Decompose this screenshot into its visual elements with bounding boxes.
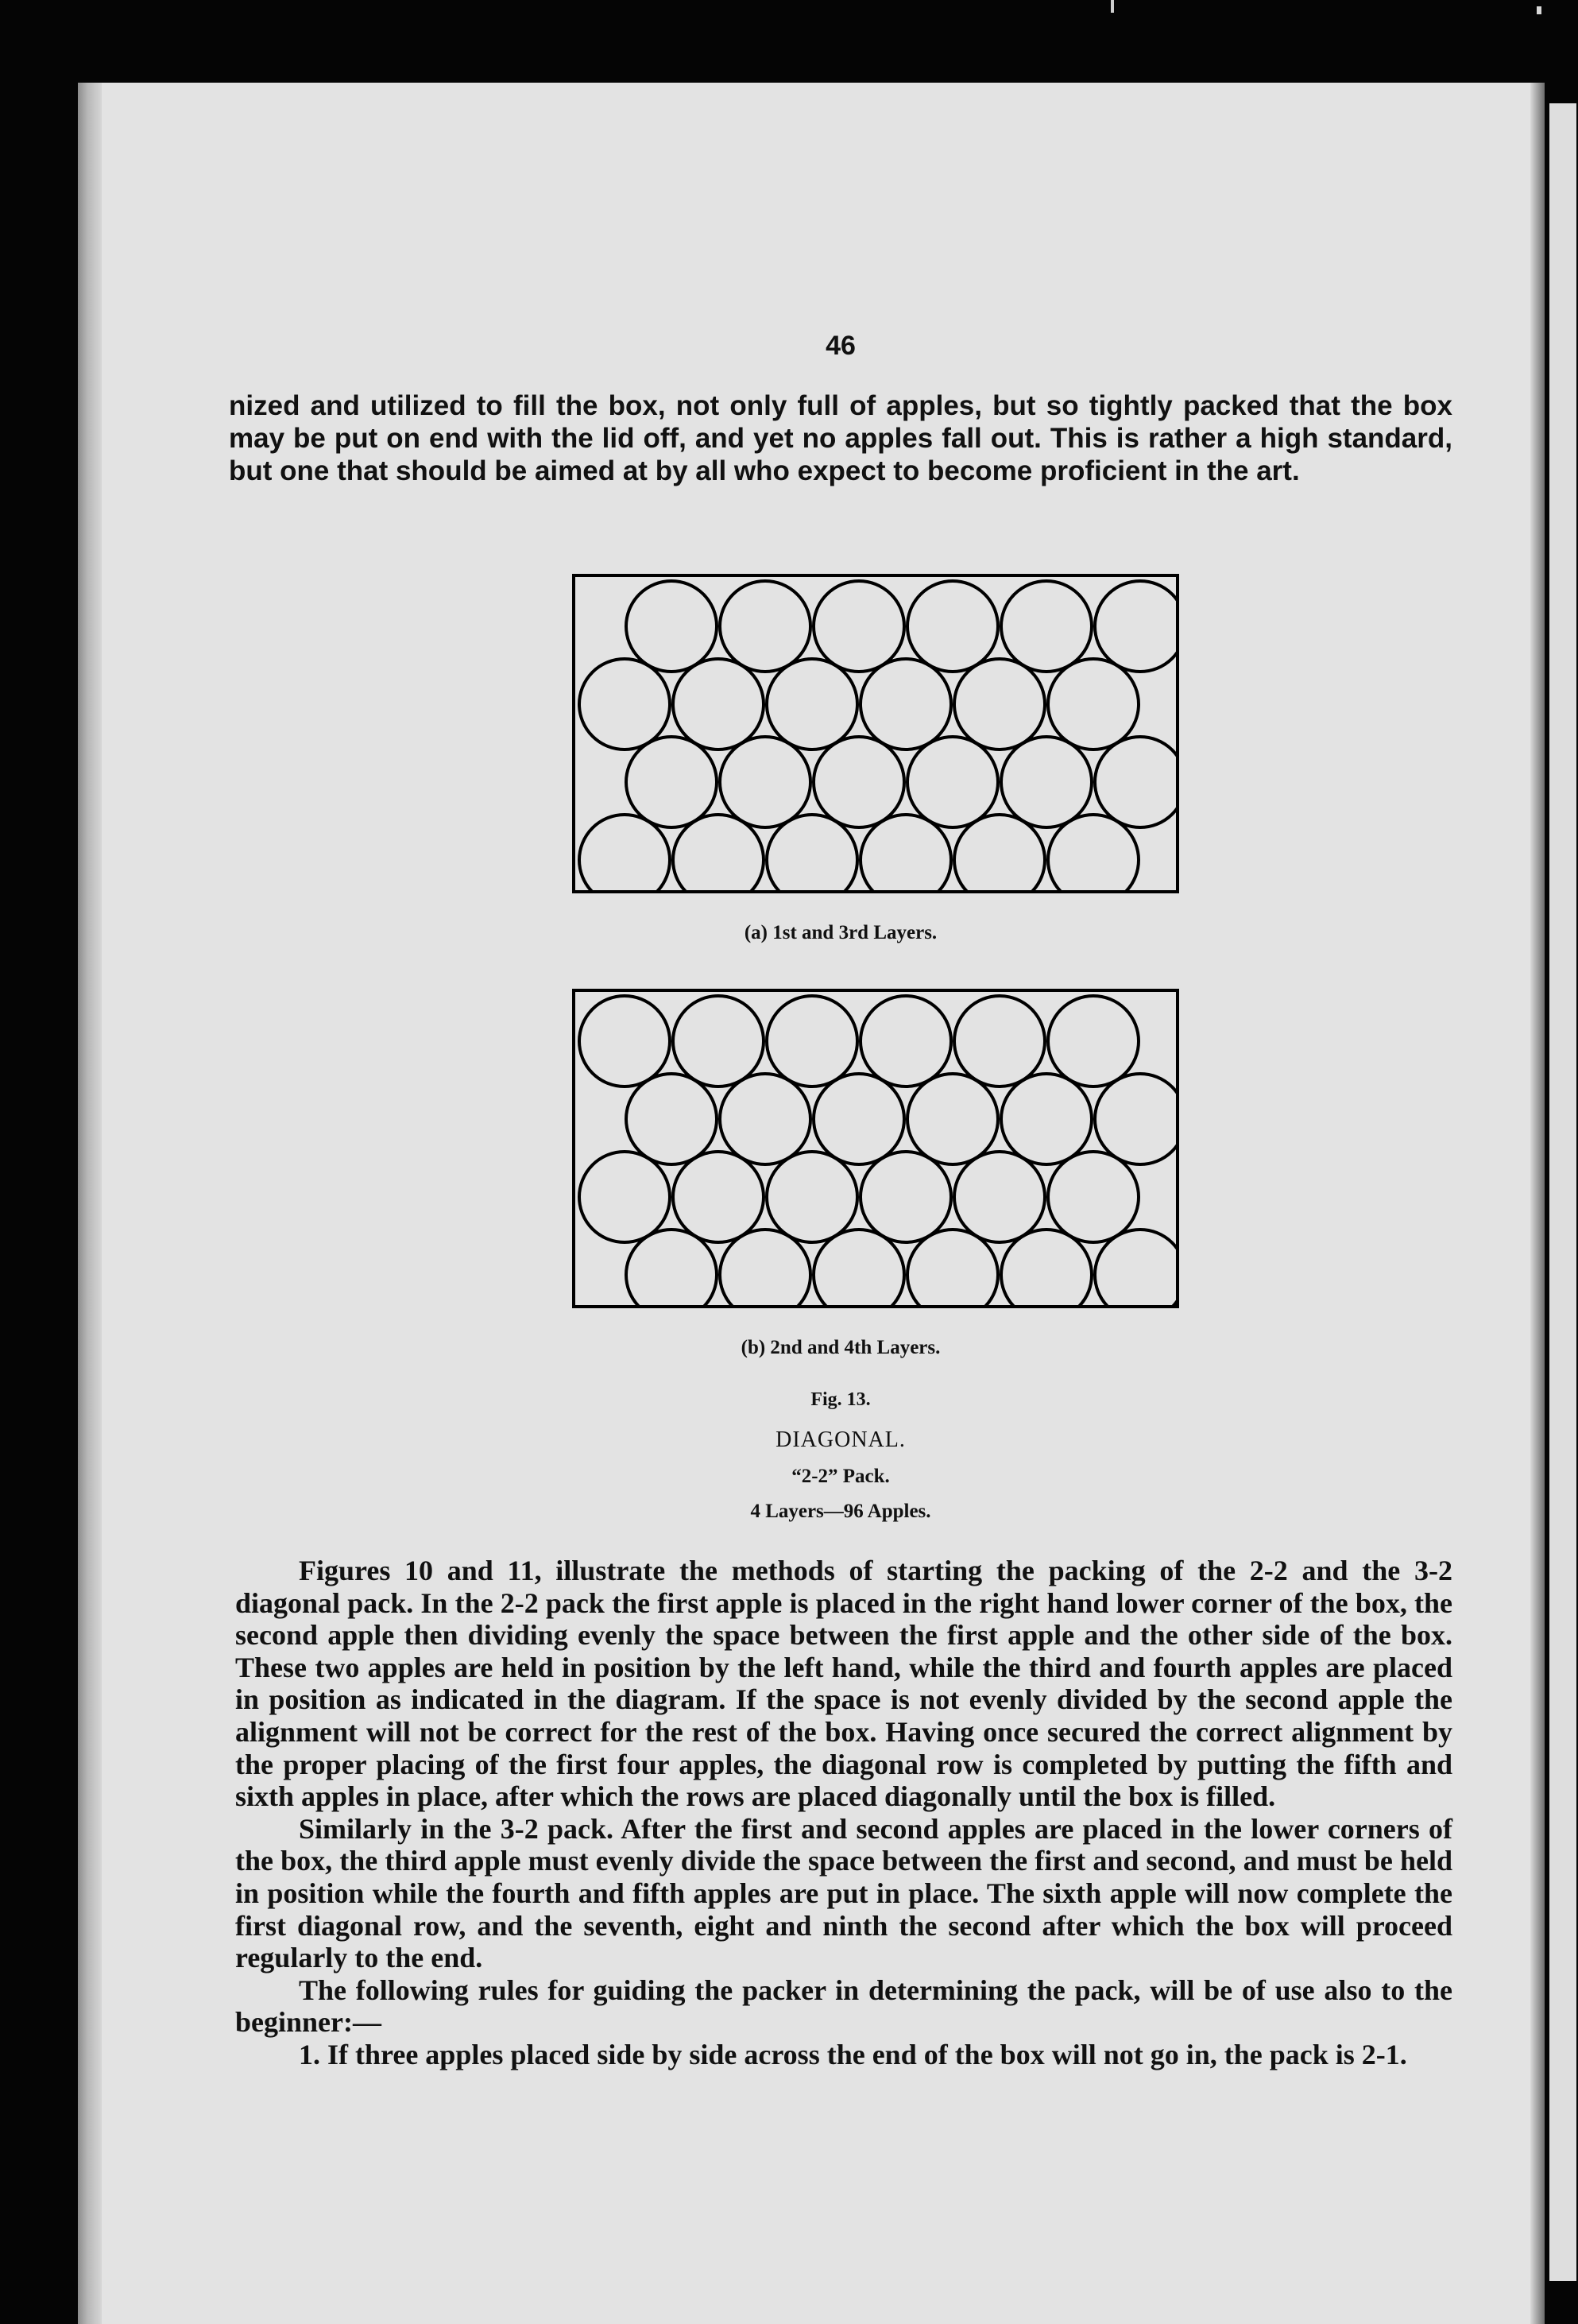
apple-circle	[1048, 996, 1139, 1086]
apple-circle	[814, 581, 904, 672]
apple-circle	[1095, 581, 1176, 672]
apple-circle	[673, 815, 764, 890]
apple-layout-a	[575, 577, 1176, 890]
book-page	[78, 83, 1545, 2324]
apple-circle	[814, 737, 904, 827]
apple-circle	[579, 996, 670, 1086]
apple-circle	[626, 1074, 717, 1164]
apple-circle	[1048, 815, 1139, 890]
apple-circle	[907, 1074, 998, 1164]
apple-circle	[626, 737, 717, 827]
adjacent-page-edge	[1549, 103, 1576, 2281]
scan-mark	[1111, 0, 1114, 13]
apple-circle	[767, 1152, 857, 1242]
paragraph: The following rules for guiding the packer in determining the pack, will be of use also to the beginner:—	[235, 1973, 1452, 2039]
figure-pack-type: “2-2” Pack.	[791, 1466, 890, 1487]
apple-circle	[907, 1230, 998, 1305]
apple-circle	[861, 815, 951, 890]
apple-circle	[673, 1152, 764, 1242]
apple-circle	[907, 737, 998, 827]
apple-circle	[814, 1074, 904, 1164]
page-number: 46	[826, 331, 856, 361]
body-text	[235, 1555, 1452, 2071]
apple-circle	[720, 581, 810, 672]
apple-circle	[767, 996, 857, 1086]
apple-circle	[954, 815, 1045, 890]
figure-label: Fig. 13.	[810, 1389, 871, 1410]
apple-circle	[720, 737, 810, 827]
apple-circle	[767, 659, 857, 749]
paragraph: Similarly in the 3-2 pack. After the first and second apples are placed in the lower corners of the box, the third apple must evenly divide the space between the first and second, and must be held in position while the fourth and fifth apples are put in place. The sixth apple will now complete the first diagonal row, and the seventh, eight and ninth the second after which the box will proceed regularly to the end.	[235, 1812, 1452, 1974]
apple-circle	[861, 659, 951, 749]
apple-circle	[1001, 581, 1092, 672]
apple-circle	[720, 1074, 810, 1164]
opening-paragraph: nized and utilized to fill the box, not only full of apples, but so tightly packed that the box may be put on end with the lid off, and yet no apples fall out. This is rather a high standard, but one that should be aimed at by all who expect to become proficient in the art.	[229, 390, 1452, 486]
apple-circle	[861, 1152, 951, 1242]
paragraph: 1. If three apples placed side by side across the end of the box will not go in, the pack is 2-1.	[299, 2038, 1407, 2070]
apple-circle	[673, 659, 764, 749]
figure-layer-b	[572, 989, 1179, 1308]
apple-circle	[954, 659, 1045, 749]
paragraph: Figures 10 and 11, illustrate the methods of starting the packing of the 2-2 and the 3-2 diagonal pack. In the 2-2 pack the first apple is placed in the right hand lower corner of the box, the second apple then dividing evenly the space between the first apple and the other side of the box. These two apples are held in position by the left hand, while the third and fourth apples are placed in position as indicated in the diagram. If the space is not evenly divided by the second apple the alignment will not be correct for the rest of the box. Having once secured the correct alignment by the proper placing of the first four apples, the diagonal row is completed by putting the fifth and sixth apples in place, after which the rows are placed diagonally until the box is filled.	[235, 1555, 1452, 1813]
apple-circle	[579, 1152, 670, 1242]
apple-circle	[954, 996, 1045, 1086]
apple-circle	[626, 581, 717, 672]
apple-circle	[907, 581, 998, 672]
scan-mark	[1537, 6, 1541, 14]
page-binding-shadow	[78, 83, 102, 2324]
figure-layer-a	[572, 574, 1179, 893]
apple-circle	[1095, 1074, 1176, 1164]
apple-circle	[1048, 659, 1139, 749]
apple-circle	[954, 1152, 1045, 1242]
apple-circle	[1001, 737, 1092, 827]
apple-circle	[861, 996, 951, 1086]
apple-circle	[579, 659, 670, 749]
caption-layer-b: (b) 2nd and 4th Layers.	[741, 1337, 941, 1358]
apple-circle	[579, 815, 670, 890]
apple-circle	[1001, 1230, 1092, 1305]
apple-circle	[1001, 1074, 1092, 1164]
apple-circle	[626, 1230, 717, 1305]
apple-circle	[1048, 1152, 1139, 1242]
caption-layer-a: (a) 1st and 3rd Layers.	[744, 922, 938, 943]
apple-layout-b	[575, 992, 1176, 1305]
figure-layers-count: 4 Layers—96 Apples.	[750, 1501, 931, 1522]
figure-title: DIAGONAL.	[775, 1427, 906, 1452]
page-right-shadow	[1530, 83, 1545, 2324]
apple-circle	[720, 1230, 810, 1305]
apple-circle	[673, 996, 764, 1086]
apple-circle	[814, 1230, 904, 1305]
apple-circle	[1095, 737, 1176, 827]
apple-circle	[767, 815, 857, 890]
